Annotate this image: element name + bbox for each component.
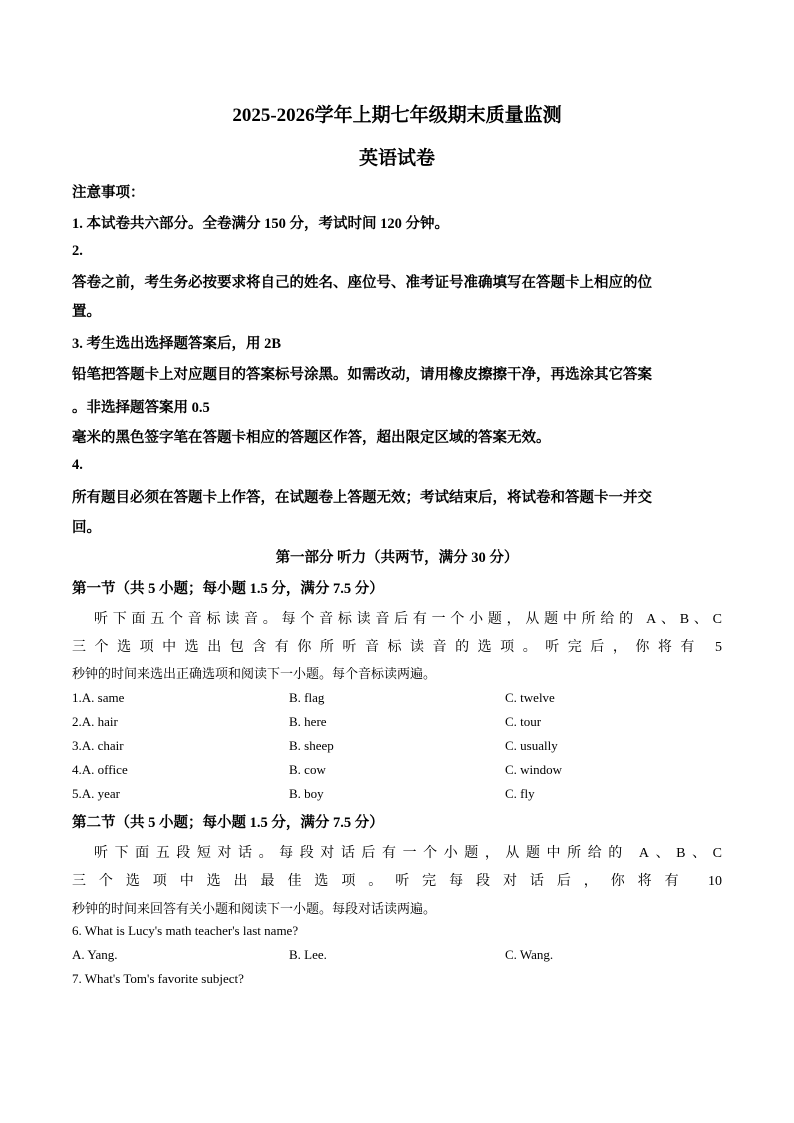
note-item-2-line-2: 置。 <box>72 304 101 320</box>
section1-heading: 第一节（共 5 小题；每小题 1.5 分，满分 7.5 分） <box>72 581 384 597</box>
section1-instruction-line-2: 三个选项中选出包含有你所听音标读音的选项。听完后，你将有 5 <box>72 640 722 655</box>
q6-option-c: C. Wang. <box>505 947 554 962</box>
note-item-2-number: 2. <box>72 243 83 259</box>
note-item-3-line-4: 毫米的黑色签字笔在答题卡相应的答题区作答，超出限定区域的答案无效。 <box>72 430 551 446</box>
notes-heading: 注意事项： <box>72 185 145 201</box>
q1-option-b: B. flag <box>289 690 325 705</box>
question-6: 6. What is Lucy's math teacher's last name? <box>72 923 299 938</box>
note-item-3-line-3: 。非选择题答案用 0.5 <box>72 400 210 416</box>
section2-heading: 第二节（共 5 小题；每小题 1.5 分，满分 7.5 分） <box>72 815 384 831</box>
q5-option-a: 5.A. year <box>72 786 121 801</box>
q3-option-c: C. usually <box>505 738 558 753</box>
section1-instruction-line-3: 秒钟的时间来选出正确选项和阅读下一小题。每个音标读两遍。 <box>72 666 437 681</box>
section2-instruction-line-1: 听下面五段短对话。每段对话后有一个小题，从题中所给的 A、B、C <box>94 846 722 861</box>
note-item-3-line-2: 铅笔把答题卡上对应题目的答案标号涂黑。如需改动，请用橡皮擦擦干净，再选涂其它答案 <box>72 367 652 383</box>
exam-title: 2025-2026学年上期七年级期末质量监测 <box>232 105 562 126</box>
q3-option-a: 3.A. chair <box>72 738 124 753</box>
section2-instruction-line-3: 秒钟的时间来回答有关小题和阅读下一小题。每段对话读两遍。 <box>72 901 437 916</box>
note-item-4-number: 4. <box>72 457 83 473</box>
q2-option-c: C. tour <box>505 714 542 729</box>
q4-option-b: B. cow <box>289 762 326 777</box>
section1-instruction-line-1: 听下面五个音标读音。每个音标读音后有一个小题，从题中所给的 A、B、C <box>94 612 722 627</box>
note-item-4-line-1: 所有题目必须在答题卡上作答，在试题卷上答题无效；考试结束后，将试卷和答题卡一并交 <box>72 490 652 506</box>
q1-option-a: 1.A. same <box>72 690 125 705</box>
note-item-2-line-1: 答卷之前，考生务必按要求将自己的姓名、座位号、准考证号准确填写在答题卡上相应的位 <box>72 275 652 291</box>
section2-instruction-line-2: 三个选项中选出最佳选项。听完每段对话后，你将有 10 <box>72 874 722 889</box>
q4-option-a: 4.A. office <box>72 762 128 777</box>
q5-option-c: C. fly <box>505 786 535 801</box>
part1-heading: 第一部分 听力（共两节，满分 30 分） <box>275 550 519 566</box>
note-item-1: 1. 本试卷共六部分。全卷满分 150 分，考试时间 120 分钟。 <box>72 216 449 232</box>
q1-option-c: C. twelve <box>505 690 555 705</box>
q4-option-c: C. window <box>505 762 563 777</box>
q6-option-a: A. Yang. <box>72 947 118 962</box>
q5-option-b: B. boy <box>289 786 324 801</box>
q2-option-b: B. here <box>289 714 327 729</box>
note-item-4-line-2: 回。 <box>72 520 101 536</box>
q3-option-b: B. sheep <box>289 738 334 753</box>
question-7: 7. What's Tom's favorite subject? <box>72 971 244 986</box>
exam-subtitle: 英语试卷 <box>358 148 435 169</box>
q6-option-b: B. Lee. <box>289 947 327 962</box>
q2-option-a: 2.A. hair <box>72 714 118 729</box>
note-item-3-line-1: 3. 考生选出选择题答案后，用 2B <box>72 336 282 352</box>
